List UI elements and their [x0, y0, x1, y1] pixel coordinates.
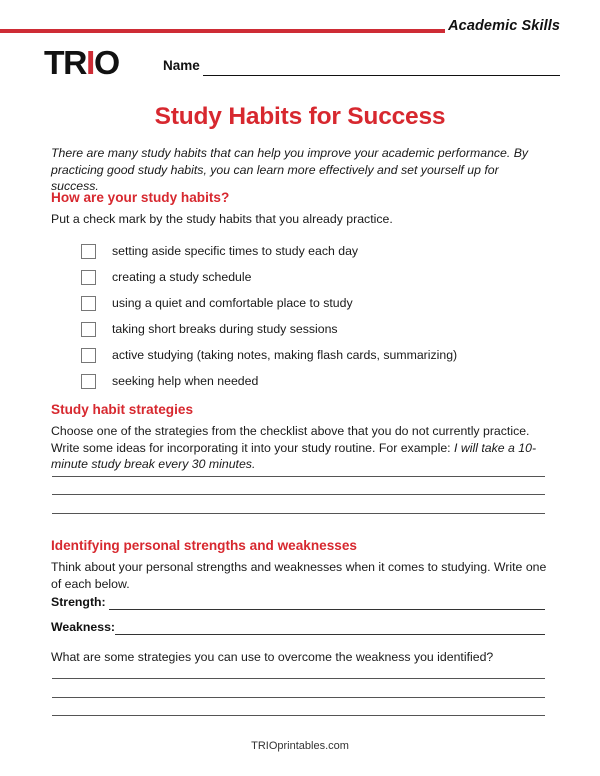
page-title: Study Habits for Success	[154, 103, 446, 130]
name-input-line[interactable]	[203, 75, 560, 76]
checkbox-label: using a quiet and comfortable place to study	[112, 296, 353, 310]
checkbox-icon[interactable]	[81, 348, 96, 363]
checkbox-icon[interactable]	[81, 296, 96, 311]
strength-label: Strength:	[51, 595, 106, 609]
overcome-weakness-question: What are some strategies you can use to overcome the weakness you identified?	[51, 650, 494, 664]
name-label: Name	[163, 58, 200, 73]
intro-paragraph: There are many study habits that can help you improve your academic performance. By practicing good study habits, you can learn more effectively and set yourself up for success.	[51, 146, 529, 193]
footer-url[interactable]: TRIOprintables.com	[251, 740, 349, 752]
checkbox-label: taking short breaks during study sessions	[112, 322, 338, 336]
answer-line[interactable]	[52, 715, 545, 716]
trio-logo-o: O	[93, 44, 119, 81]
trio-logo-i: I	[86, 44, 94, 81]
header-kicker: Academic Skills	[448, 18, 560, 34]
checkbox-label: active studying (taking notes, making flash cards, summarizing)	[112, 348, 458, 362]
section-instruction-strategies	[51, 423, 548, 473]
study-habits-checklist	[81, 238, 551, 394]
checkbox-icon[interactable]	[81, 374, 96, 389]
answer-line[interactable]	[52, 697, 545, 698]
checkbox-label: seeking help when needed	[112, 374, 259, 388]
checkbox-icon[interactable]	[81, 322, 96, 337]
header-band	[0, 18, 600, 44]
list-item[interactable]	[81, 342, 551, 368]
header-red-rule	[0, 29, 445, 33]
list-item[interactable]	[81, 290, 551, 316]
answer-line[interactable]	[52, 513, 545, 514]
trio-logo	[44, 46, 119, 80]
list-item[interactable]	[81, 238, 551, 264]
checkbox-icon[interactable]	[81, 244, 96, 259]
section-heading-strategies: Study habit strategies	[51, 402, 194, 417]
weakness-label: Weakness:	[51, 620, 116, 634]
section-instruction-strengths-weaknesses: Think about your personal strengths and weaknesses when it comes to studying. Write one of each below.	[51, 560, 547, 591]
trio-logo-tr: TR	[44, 44, 87, 81]
strategies-instruction-text: Choose one of the strategies from the checklist above that you do not currently practice. Write some ideas for incorporating it into your study routine. For example:	[51, 424, 530, 455]
answer-line[interactable]	[52, 678, 545, 679]
list-item[interactable]	[81, 316, 551, 342]
strength-input-line[interactable]	[109, 609, 545, 610]
answer-line[interactable]	[52, 494, 545, 495]
checkbox-icon[interactable]	[81, 270, 96, 285]
answer-line[interactable]	[52, 476, 545, 477]
checkbox-label: setting aside specific times to study each day	[112, 244, 359, 258]
logo-and-name-row	[40, 44, 560, 84]
checkbox-label: creating a study schedule	[112, 270, 252, 284]
weakness-input-line[interactable]	[115, 634, 545, 635]
section-instruction-study-habits: Put a check mark by the study habits that you already practice.	[51, 212, 393, 226]
list-item[interactable]	[81, 264, 551, 290]
list-item[interactable]	[81, 368, 551, 394]
section-heading-strengths-weaknesses: Identifying personal strengths and weaknesses	[51, 538, 357, 553]
section-heading-study-habits: How are your study habits?	[51, 190, 230, 205]
strategies-instruction-example: I will take a 10-minute study break every 30 minutes.	[51, 440, 537, 471]
